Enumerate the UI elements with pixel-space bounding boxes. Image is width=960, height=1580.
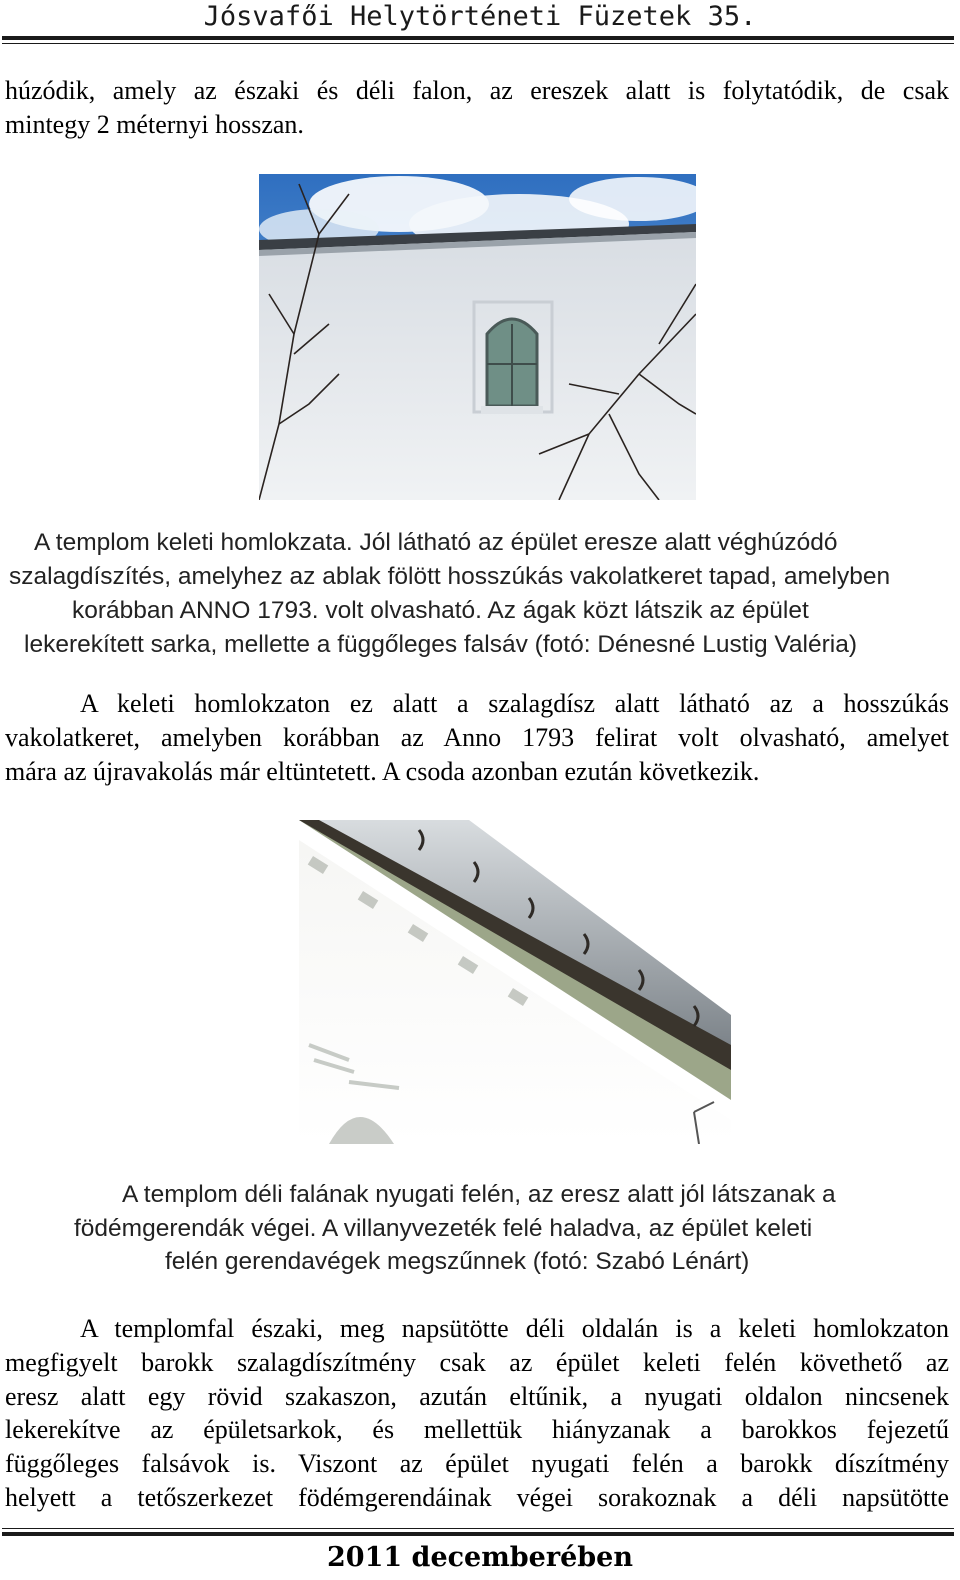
paragraph3-line-5: függőleges falsávok is. Viszont az épület nyugati felén a barokk díszítmény [5,1449,949,1478]
paragraph3-line-6: helyett a tetőszerkezet födémgerendáinak végei sorakoznak a déli napsütötte [5,1483,949,1512]
caption2-line-2: födémgerendák végei. A villanyvezeték felé haladva, az épület keleti [74,1215,813,1242]
caption1-line-4: lekerekített sarka, mellette a függőleges falsáv (fotó: Dénesné Lustig Valéria) [24,631,857,658]
caption1-line-2: szalagdíszítés, amelyhez az ablak fölött hosszúkás vakolatkeret tapad, amelyben [9,563,891,590]
intro-line-2: mintegy 2 méternyi hosszan. [5,110,304,139]
beam-ends-photo [299,820,731,1144]
paragraph3-line-1: A templomfal északi, meg napsütötte déli oldalán is a keleti homlokzaton [80,1314,949,1343]
caption1-line-3: korábban ANNO 1793. volt olvasható. Az ágak közt látszik az épület [72,597,809,624]
caption2-line-1: A templom déli falának nyugati felén, az eresz alatt jól látszanak a [122,1181,836,1208]
footer-rule-thick [2,1532,954,1536]
header-rule-thick [2,36,954,40]
footer-rule-thin [2,1528,954,1529]
intro-line-1: húzódik, amely az északi és déli falon, az ereszek alatt is folytatódik, de csak [5,76,949,105]
paragraph2-line-1: A keleti homlokzaton ez alatt a szalagdísz alatt látható az a hosszúkás [80,689,949,718]
caption2-line-3: felén gerendavégek megszűnnek (fotó: Szabó Lénárt) [165,1248,750,1275]
caption1-line-1: A templom keleti homlokzata. Jól látható az épület eresze alatt véghúzódó [34,529,838,556]
beam-ends-photo-graphic [299,820,731,1144]
paragraph3-line-2: megfigyelt barokk szalagdíszítmény csak az épület keleti felén követhető az [5,1348,949,1377]
paragraph2-line-3: mára az újravakolás már eltüntetett. A csoda azonban ezután következik. [5,757,760,786]
east-facade-photo [259,174,696,500]
paragraph2-line-2: vakolatkeret, amelyben korábban az Anno 1793 felirat volt olvasható, amelyet [5,723,949,752]
running-header-title: Jósvafői Helytörténeti Füzetek 35. [203,1,757,32]
paragraph3-line-4: lekerekítve az épületsarkok, és mellettük hiányzanak a barokkos fejezetű [5,1415,949,1444]
footer-date: 2011 decemberében [327,1542,633,1573]
east-facade-photo-graphic [259,174,696,500]
header-rule-thin [2,43,954,44]
paragraph3-line-3: eresz alatt egy rövid szakaszon, azután eltűnik, a nyugati oldalon nincsenek [5,1382,949,1411]
